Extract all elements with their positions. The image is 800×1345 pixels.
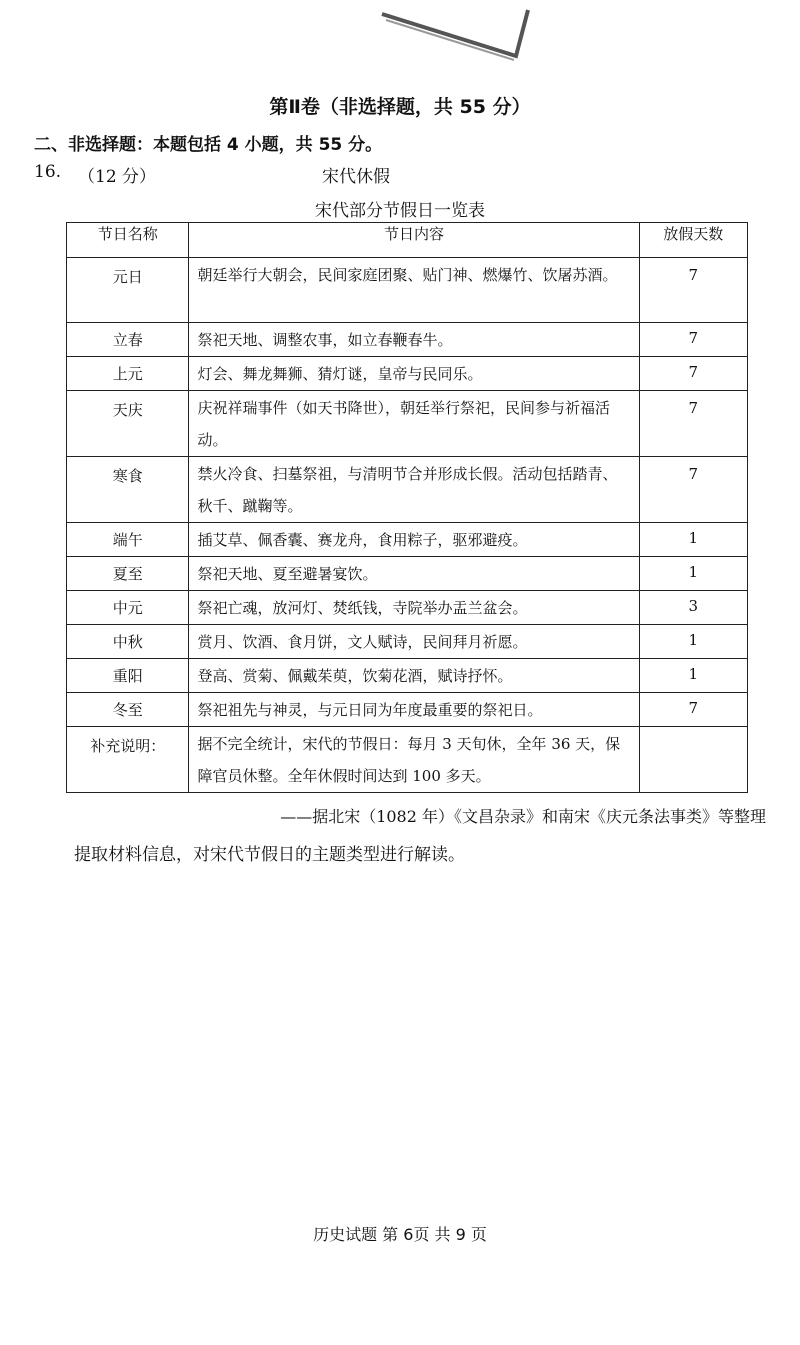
holiday-days: 7 (688, 363, 699, 381)
header-days: 放假天数 (639, 223, 747, 258)
table-row (67, 523, 748, 557)
supplement-days-empty (639, 727, 747, 793)
holiday-content: 赏月、饮酒、食月饼，文人赋诗，民间拜月祈愿。 (197, 633, 528, 651)
supplement-content: 据不完全统计，宋代的节假日：每月 3 天旬休，全年 36 天，保障官员休整。全年休假时间达到 100 多天。 (197, 735, 621, 785)
holiday-days: 1 (688, 529, 699, 547)
header-name: 节日名称 (67, 223, 189, 258)
holiday-table (66, 222, 748, 793)
holiday-content: 插艾草、佩香囊、赛龙舟，食用粽子，驱邪避疫。 (197, 531, 528, 549)
holiday-content: 祭祀祖先与神灵，与元日同为年度最重要的祭祀日。 (197, 701, 543, 719)
holiday-content: 朝廷举行大朝会，民间家庭团聚、贴门神、燃爆竹、饮屠苏酒。 (197, 266, 618, 284)
holiday-name: 冬至 (112, 701, 143, 719)
holiday-content: 祭祀天地、夏至避暑宴饮。 (197, 565, 378, 583)
table-row (67, 625, 748, 659)
holiday-content: 庆祝祥瑞事件（如天书降世），朝廷举行祭祀，民间参与祈福活动。 (197, 399, 610, 449)
table-row (67, 357, 748, 391)
holiday-content: 灯会、舞龙舞狮、猜灯谜，皇帝与民同乐。 (197, 365, 483, 383)
table-row (67, 693, 748, 727)
holiday-days: 7 (688, 329, 699, 347)
section-instruction: 二、非选择题：本题包括 4 小题，共 55 分。 (34, 135, 383, 155)
holiday-name: 立春 (112, 331, 143, 349)
holiday-days: 7 (688, 266, 699, 284)
holiday-name: 中秋 (112, 633, 143, 651)
table-row (67, 659, 748, 693)
holiday-name: 天庆 (112, 401, 143, 419)
question-number: 16. (34, 162, 62, 182)
question-prompt: 提取材料信息，对宋代节假日的主题类型进行解读。 (74, 845, 465, 865)
table-row (67, 557, 748, 591)
holiday-days: 7 (688, 399, 699, 417)
holiday-days: 3 (688, 597, 699, 615)
holiday-content: 禁火冷食、扫墓祭祖，与清明节合并形成长假。活动包括踏青、秋千、蹴鞠等。 (197, 465, 618, 515)
holiday-days: 1 (688, 631, 699, 649)
table-caption: 宋代部分节假日一览表 (315, 201, 485, 221)
question-title: 宋代休假 (322, 167, 390, 187)
holiday-days: 7 (688, 699, 699, 717)
holiday-name: 中元 (112, 599, 143, 617)
holiday-name: 重阳 (112, 667, 143, 685)
staple-mark (378, 6, 538, 66)
holiday-name: 元日 (112, 268, 143, 286)
holiday-content: 登高、赏菊、佩戴茱萸，饮菊花酒，赋诗抒怀。 (197, 667, 513, 685)
table-row (67, 591, 748, 625)
holiday-name: 上元 (112, 365, 143, 383)
table-row (67, 457, 748, 523)
table-row (67, 258, 748, 323)
table-header-row (67, 223, 748, 258)
holiday-name: 端午 (112, 531, 143, 549)
supplement-label: 补充说明： (90, 737, 166, 755)
holiday-name: 夏至 (112, 565, 143, 583)
header-content: 节日内容 (189, 223, 639, 258)
holiday-days: 7 (688, 465, 699, 483)
holiday-content: 祭祀亡魂，放河灯、焚纸钱，寺院举办盂兰盆会。 (197, 599, 528, 617)
holiday-days: 1 (688, 665, 699, 683)
question-score: （12 分） (78, 167, 157, 187)
holiday-days: 1 (688, 563, 699, 581)
source-note: ——据北宋（1082 年）《文昌杂录》和南宋《庆元条法事类》等整理 (280, 807, 766, 826)
holiday-content: 祭祀天地、调整农事，如立春鞭春牛。 (197, 331, 453, 349)
section-title: 第Ⅱ卷（非选择题，共 55 分） (269, 96, 531, 118)
table-row (67, 391, 748, 457)
holiday-name: 寒食 (112, 467, 143, 485)
table-row (67, 323, 748, 357)
supplement-row (67, 727, 748, 793)
page-footer: 历史试题 第 6页 共 9 页 (313, 1225, 487, 1244)
